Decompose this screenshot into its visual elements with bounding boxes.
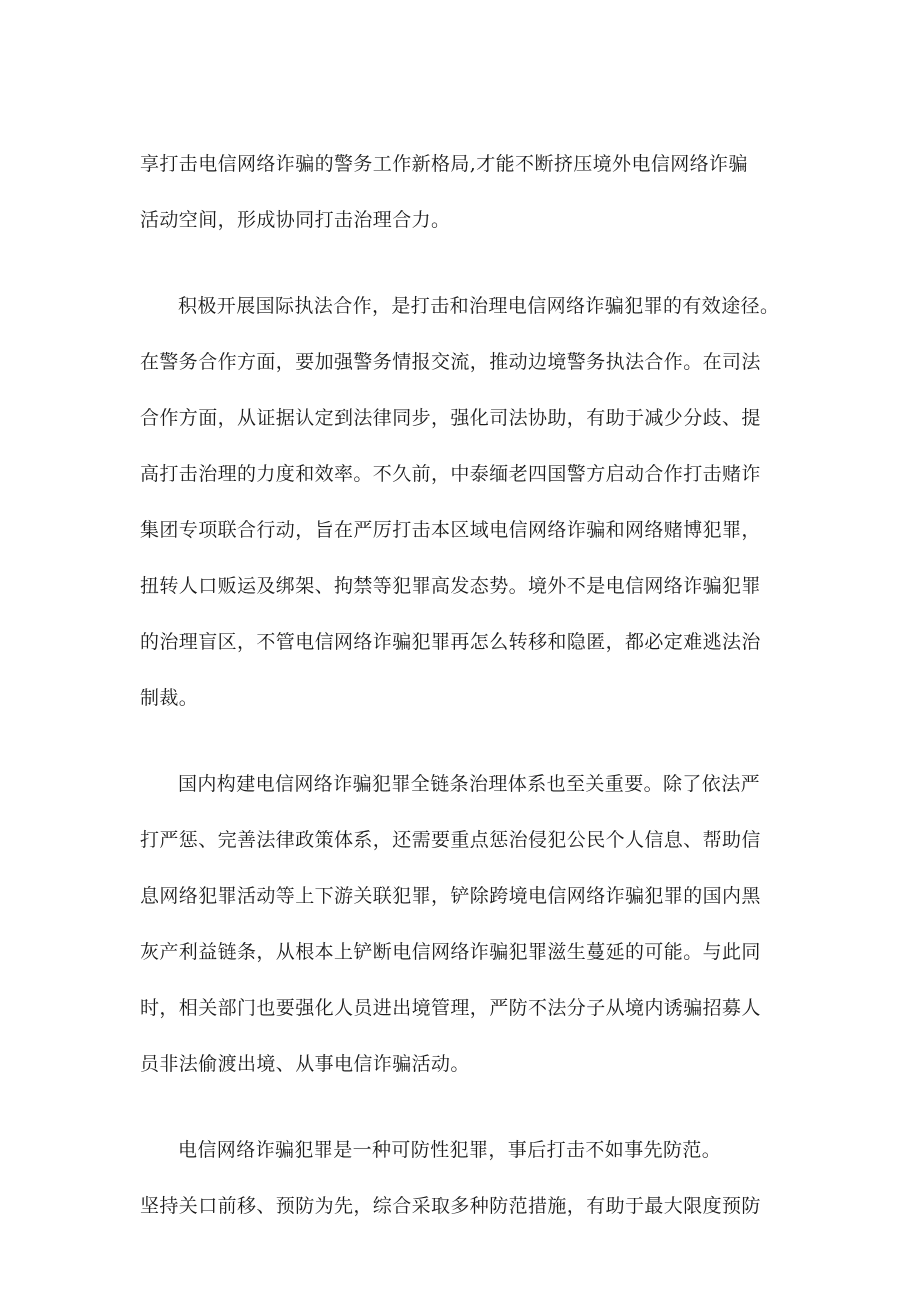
text-line: 员非法偷渡出境、从事电信诈骗活动。	[140, 1053, 470, 1075]
text-line-first: 国内构建电信网络诈骗犯罪全链条治理体系也至关重要。除了依法严	[178, 773, 761, 795]
text-line: 合作方面，从证据认定到法律同步，强化司法协助，有助于减少分歧、提	[140, 407, 761, 429]
text-line: 在警务合作方面，要加强警务情报交流，推动边境警务执法合作。在司法	[140, 351, 761, 373]
paragraph-gap	[140, 732, 790, 762]
text-line-first: 电信网络诈骗犯罪是一种可防性犯罪，事后打击不如事先防范。	[178, 1139, 722, 1161]
text-line: 时，相关部门也要强化人员进出境管理，严防不法分子从境内诱骗招募人	[140, 997, 761, 1019]
paragraph-4	[140, 1128, 790, 1240]
text-line: 息网络犯罪活动等上下游关联犯罪，铲除跨境电信网络诈骗犯罪的国内黑	[140, 885, 761, 907]
paragraph-1	[140, 142, 790, 254]
text-line: 高打击治理的力度和效率。不久前，中泰缅老四国警方启动合作打击赌诈	[140, 463, 761, 485]
text-line-first: 积极开展国际执法合作，是打击和治理电信网络诈骗犯罪的有效途径。	[178, 295, 780, 317]
paragraph-2	[140, 284, 790, 732]
paragraph-gap	[140, 254, 790, 284]
text-line: 集团专项联合行动，旨在严厉打击本区域电信网络诈骗和网络赌博犯罪，	[140, 519, 761, 541]
paragraph-gap	[140, 1098, 790, 1128]
document-body	[140, 142, 790, 1240]
text-line: 扭转人口贩运及绑架、拘禁等犯罪高发态势。境外不是电信网络诈骗犯罪	[140, 575, 761, 597]
paragraph-3	[140, 762, 790, 1098]
text-line: 打严惩、完善法律政策体系，还需要重点惩治侵犯公民个人信息、帮助信	[140, 829, 761, 851]
text-line: 灰产利益链条，从根本上铲断电信网络诈骗犯罪滋生蔓延的可能。与此同	[140, 941, 761, 963]
text-line: 享打击电信网络诈骗的警务工作新格局,才能不断挤压境外电信网络诈骗	[140, 153, 748, 175]
text-line: 的治理盲区，不管电信网络诈骗犯罪再怎么转移和隐匿，都必定难逃法治	[140, 631, 761, 653]
text-line: 活动空间，形成协同打击治理合力。	[140, 209, 451, 231]
text-line: 制裁。	[140, 687, 199, 709]
text-line: 坚持关口前移、预防为先，综合采取多种防范措施，有助于最大限度预防	[140, 1195, 761, 1217]
